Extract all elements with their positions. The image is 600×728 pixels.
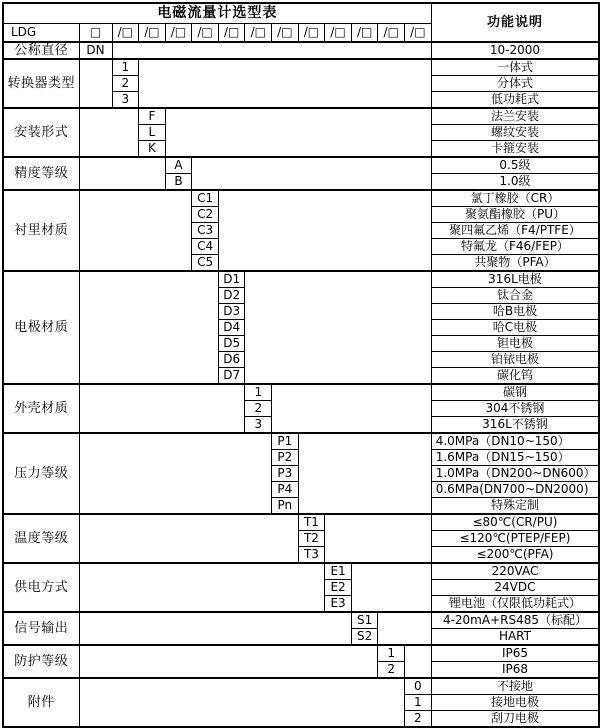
selection-table — [2, 2, 600, 728]
code-cell: E1 — [325, 563, 352, 580]
code-cell: C4 — [192, 239, 219, 255]
code-cell: P2 — [272, 450, 299, 466]
option-row — [3, 678, 599, 695]
description-cell: 1.0级 — [431, 174, 599, 191]
model-slot-box: /□ — [325, 23, 352, 42]
description-cell: 不接地 — [431, 678, 599, 695]
lead-spacer — [79, 59, 112, 108]
fill-spacer — [351, 563, 431, 612]
option-row — [3, 514, 599, 531]
description-cell: 316L不锈钢 — [431, 417, 599, 434]
code-cell: D7 — [218, 368, 245, 385]
description-cell: 哈C电极 — [431, 320, 599, 336]
description-cell: 4.0MPa（DN10~150） — [431, 433, 599, 450]
description-cell: 锂电池（仅限低功耗式） — [431, 596, 599, 613]
model-slot-box: /□ — [351, 23, 378, 42]
fill-spacer — [192, 157, 431, 190]
description-cell: 24VDC — [431, 580, 599, 596]
description-cell: 共聚物（PFA） — [431, 255, 599, 272]
fill-spacer — [218, 190, 431, 271]
function-column-header: 功能说明 — [431, 3, 599, 42]
lead-spacer — [79, 612, 351, 645]
lead-spacer — [79, 157, 165, 190]
option-row — [3, 157, 599, 174]
model-slot-box: /□ — [165, 23, 192, 42]
description-cell: 铂铱电极 — [431, 352, 599, 368]
code-cell: 3 — [245, 417, 272, 434]
code-cell: 1 — [378, 645, 405, 662]
code-cell: D2 — [218, 288, 245, 304]
option-row — [3, 59, 599, 76]
category-label: 转换器类型 — [3, 59, 79, 108]
description-cell: 刮刀电极 — [431, 711, 599, 728]
category-label: 温度等级 — [3, 514, 79, 563]
code-cell: P3 — [272, 466, 299, 482]
code-cell: T2 — [298, 531, 325, 547]
description-cell: 氯丁橡胶（CR） — [431, 190, 599, 207]
model-slot-box: /□ — [405, 23, 432, 42]
table-title: 电磁流量计选型表 — [3, 3, 431, 23]
description-cell: ≤120℃(PTEP/FEP) — [431, 531, 599, 547]
lead-spacer — [79, 433, 272, 514]
option-row — [3, 42, 599, 59]
category-label: 电极材质 — [3, 271, 79, 384]
description-cell: IP65 — [431, 645, 599, 662]
option-row — [3, 384, 599, 401]
description-cell: 特氟龙（F46/FEP） — [431, 239, 599, 255]
category-label: 衬里材质 — [3, 190, 79, 271]
code-cell: Pn — [272, 498, 299, 515]
description-cell: 304不锈钢 — [431, 401, 599, 417]
description-cell: IP68 — [431, 662, 599, 679]
code-cell: T3 — [298, 547, 325, 564]
code-cell: F — [139, 108, 166, 125]
description-cell: 碳化钨 — [431, 368, 599, 385]
category-label: 公称直径 — [3, 42, 79, 59]
model-slot-box: /□ — [112, 23, 139, 42]
model-slot-box: /□ — [245, 23, 272, 42]
code-cell: C1 — [192, 190, 219, 207]
category-label: 安装形式 — [3, 108, 79, 157]
code-cell: P4 — [272, 482, 299, 498]
code-cell: 2 — [405, 711, 432, 728]
code-cell: DN — [79, 42, 112, 59]
description-cell: 分体式 — [431, 76, 599, 92]
description-cell: 钽电极 — [431, 336, 599, 352]
code-cell: 0 — [405, 678, 432, 695]
code-cell: L — [139, 125, 166, 141]
code-cell: C3 — [192, 223, 219, 239]
description-cell: ≤200℃(PFA) — [431, 547, 599, 564]
description-cell: 0.6MPa(DN700~DN2000) — [431, 482, 599, 498]
code-cell: A — [165, 157, 192, 174]
description-cell: 哈B电极 — [431, 304, 599, 320]
code-cell: 2 — [245, 401, 272, 417]
description-cell: 碳钢 — [431, 384, 599, 401]
description-cell: 316L电极 — [431, 271, 599, 288]
description-cell: 接地电极 — [431, 695, 599, 711]
code-cell: P1 — [272, 433, 299, 450]
model-first-box: □ — [79, 23, 112, 42]
code-cell: 2 — [112, 76, 139, 92]
code-cell: S2 — [351, 629, 378, 646]
option-row — [3, 433, 599, 450]
model-slot-box: /□ — [139, 23, 166, 42]
description-cell: 220VAC — [431, 563, 599, 580]
lead-spacer — [79, 190, 192, 271]
description-cell: 法兰安装 — [431, 108, 599, 125]
category-label: 信号输出 — [3, 612, 79, 645]
lead-spacer — [79, 271, 218, 384]
flowmeter-selection-sheet — [0, 2, 600, 725]
code-cell: D3 — [218, 304, 245, 320]
option-row — [3, 108, 599, 125]
fill-spacer — [298, 433, 431, 514]
code-cell: D4 — [218, 320, 245, 336]
fill-spacer — [378, 612, 431, 645]
fill-spacer — [139, 59, 432, 108]
fill-spacer — [325, 514, 431, 563]
fill-spacer — [165, 108, 431, 157]
category-label: 精度等级 — [3, 157, 79, 190]
code-cell: C2 — [192, 207, 219, 223]
code-cell: E3 — [325, 596, 352, 613]
code-cell: 3 — [112, 92, 139, 109]
title-row — [3, 3, 599, 23]
description-cell: HART — [431, 629, 599, 646]
lead-spacer — [79, 645, 378, 678]
category-label: 附件 — [3, 678, 79, 727]
model-slot-box: /□ — [378, 23, 405, 42]
description-cell: 1.0MPa（DN200~DN600） — [431, 466, 599, 482]
description-cell: ≤80℃(CR/PU) — [431, 514, 599, 531]
description-cell: 螺纹安装 — [431, 125, 599, 141]
lead-spacer — [79, 384, 245, 433]
model-prefix: LDG — [3, 23, 79, 42]
code-cell: 1 — [112, 59, 139, 76]
lead-spacer — [79, 514, 298, 563]
option-row — [3, 645, 599, 662]
code-cell: 1 — [405, 695, 432, 711]
description-cell: 一体式 — [431, 59, 599, 76]
code-cell: T1 — [298, 514, 325, 531]
description-cell: 特殊定制 — [431, 498, 599, 515]
description-cell: 聚四氟乙烯（F4/PTFE） — [431, 223, 599, 239]
code-cell: K — [139, 141, 166, 158]
code-cell: 1 — [245, 384, 272, 401]
code-cell: S1 — [351, 612, 378, 629]
description-cell: 低功耗式 — [431, 92, 599, 109]
model-slot-box: /□ — [272, 23, 299, 42]
category-label: 防护等级 — [3, 645, 79, 678]
lead-spacer — [79, 108, 139, 157]
option-row — [3, 563, 599, 580]
code-cell: D6 — [218, 352, 245, 368]
description-cell: 钛合金 — [431, 288, 599, 304]
option-row — [3, 612, 599, 629]
fill-spacer — [245, 271, 431, 384]
code-cell: B — [165, 174, 192, 191]
model-slot-box: /□ — [192, 23, 219, 42]
description-cell: 4-20mA+RS485（标配） — [431, 612, 599, 629]
description-cell: 卡箍安装 — [431, 141, 599, 158]
model-slot-box: /□ — [298, 23, 325, 42]
code-cell: D1 — [218, 271, 245, 288]
code-cell: E2 — [325, 580, 352, 596]
category-label: 供电方式 — [3, 563, 79, 612]
lead-spacer — [79, 678, 405, 727]
fill-spacer — [272, 384, 432, 433]
code-cell: C5 — [192, 255, 219, 272]
description-cell: 0.5级 — [431, 157, 599, 174]
lead-spacer — [79, 563, 325, 612]
category-label: 外壳材质 — [3, 384, 79, 433]
fill-spacer — [112, 42, 431, 59]
description-cell: 聚氨酯橡胶（PU） — [431, 207, 599, 223]
description-cell: 1.6MPa（DN15~150） — [431, 450, 599, 466]
category-label: 压力等级 — [3, 433, 79, 514]
fill-spacer — [405, 645, 432, 678]
code-cell: 2 — [378, 662, 405, 679]
model-slot-box: /□ — [218, 23, 245, 42]
description-cell: 10-2000 — [431, 42, 599, 59]
option-row — [3, 271, 599, 288]
code-cell: D5 — [218, 336, 245, 352]
option-row — [3, 190, 599, 207]
